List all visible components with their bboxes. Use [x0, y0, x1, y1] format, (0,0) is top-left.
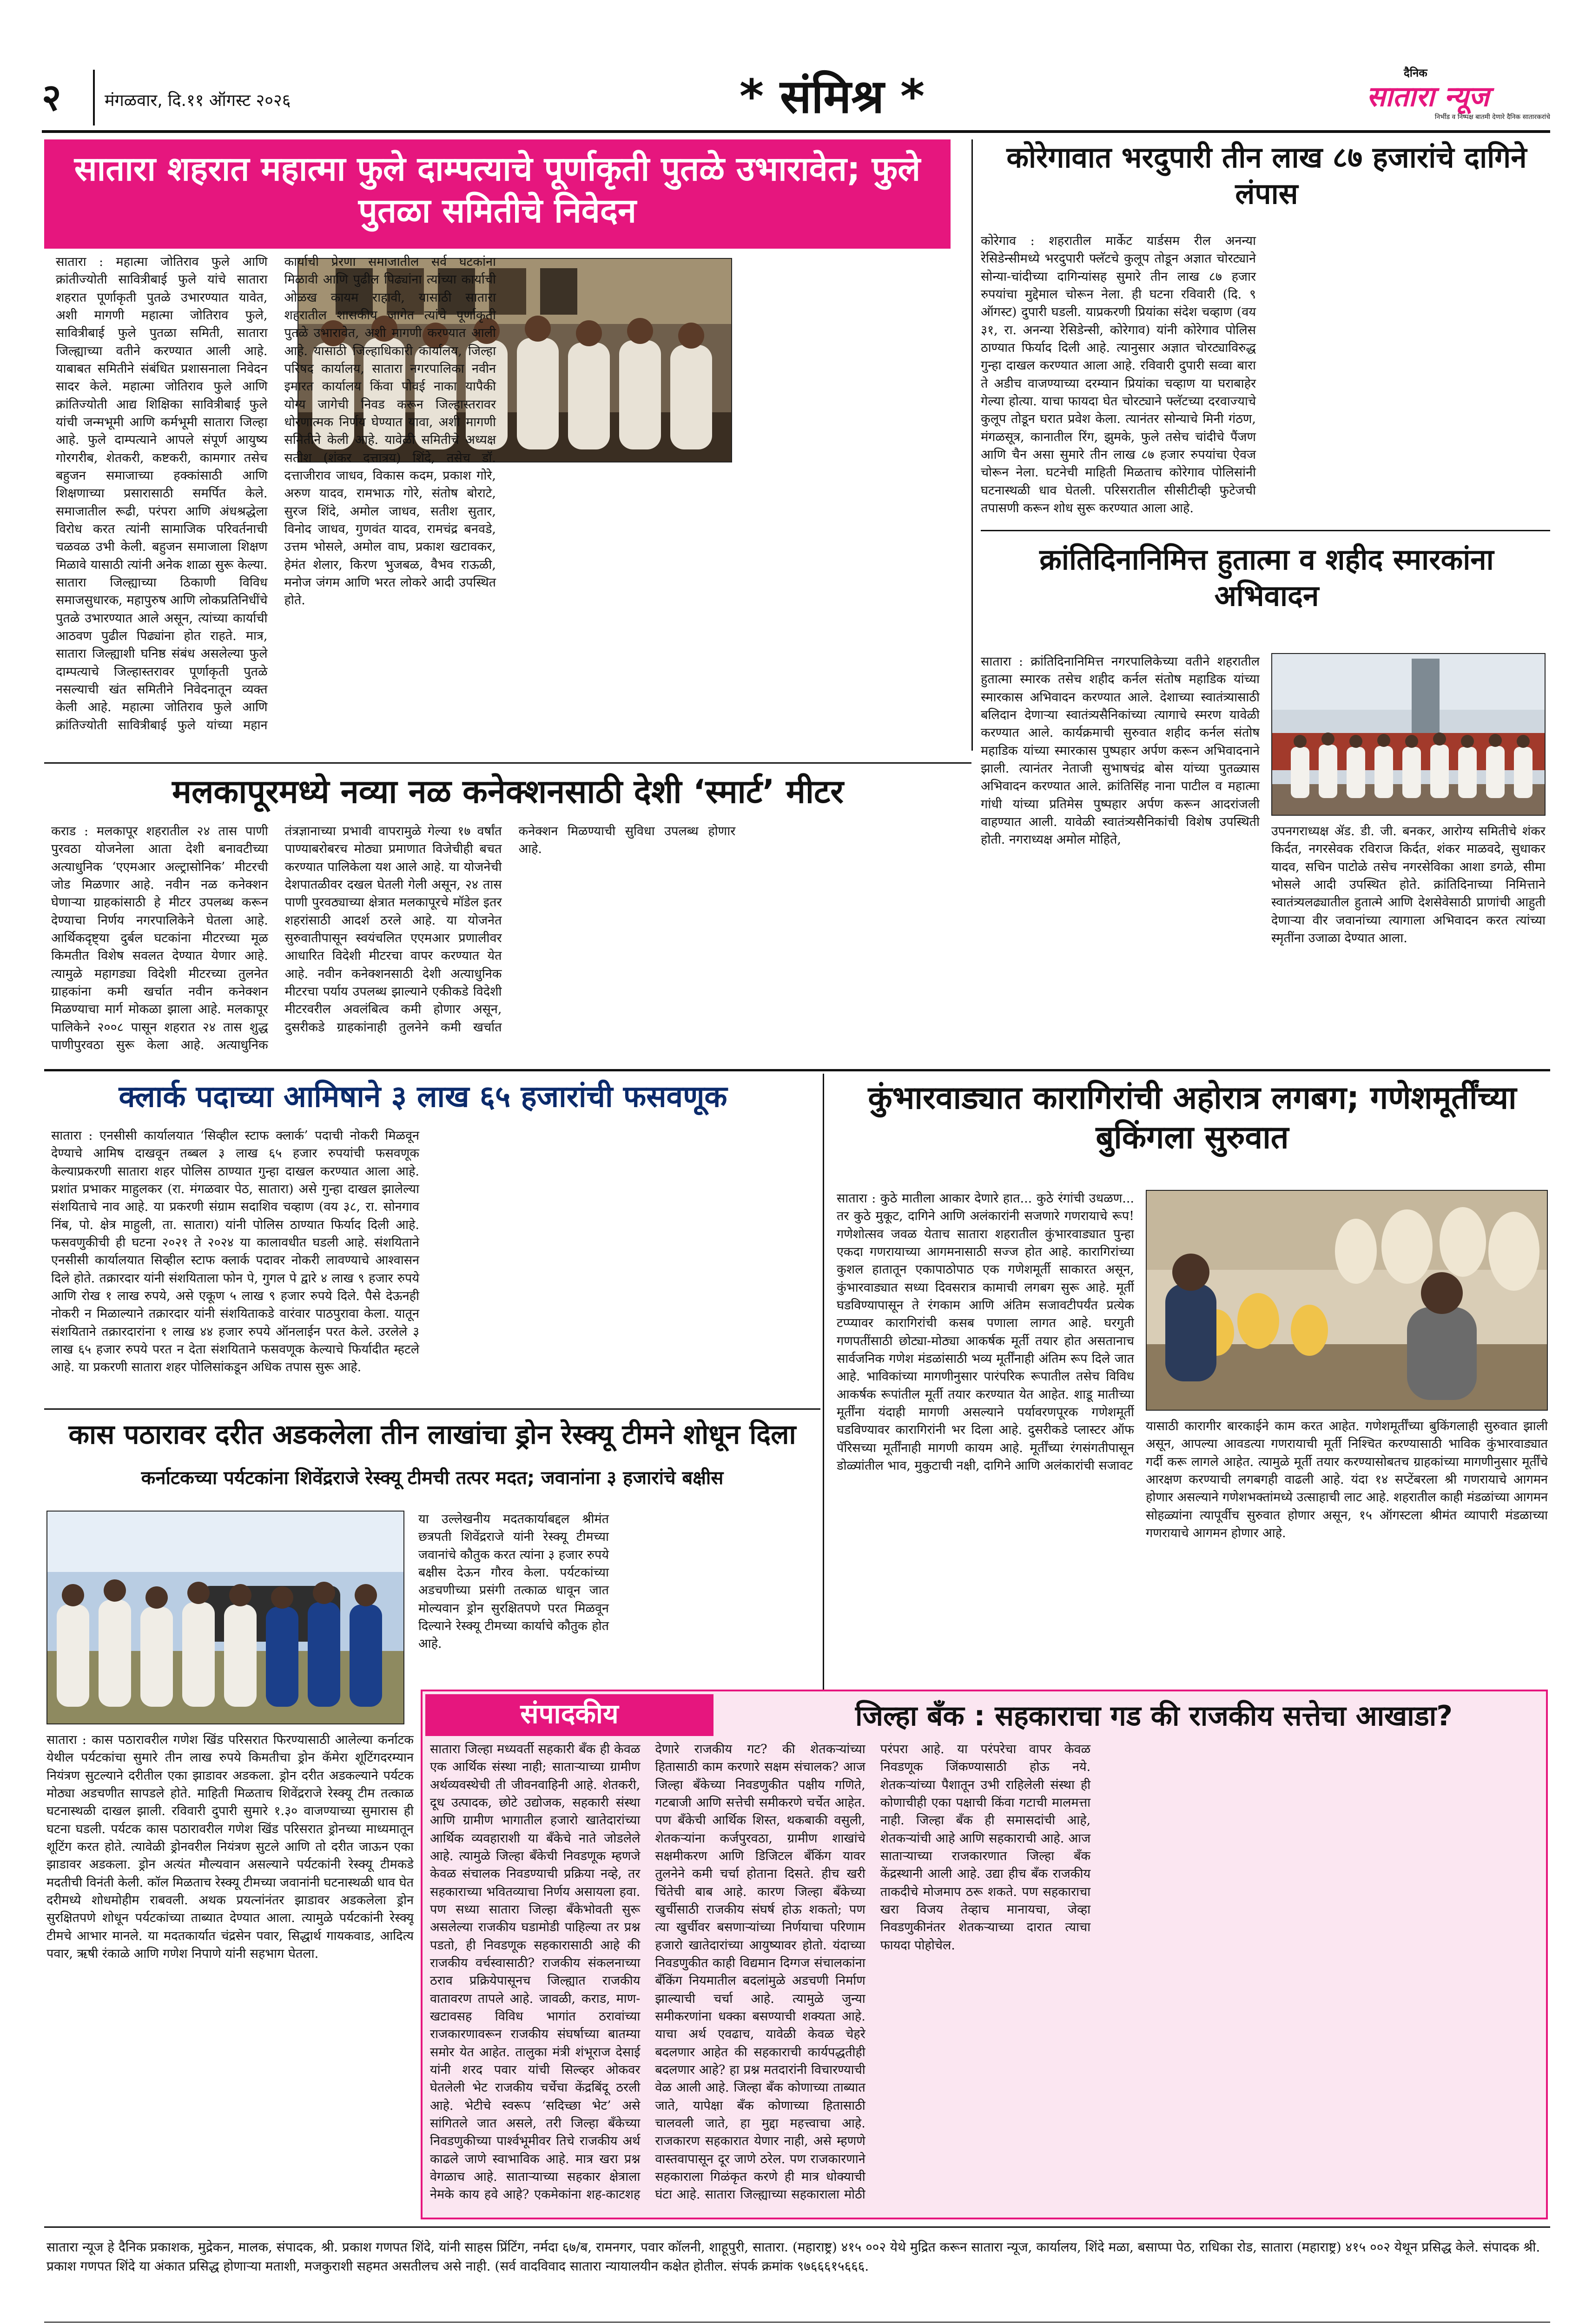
a1-headline [44, 139, 951, 249]
a5-body: सातारा : एनसीसी कार्यालयात ‘सिव्हील स्टाफ क्लार्क’ पदाची नोकरी मिळवून देण्याचे आमिष दाखवून तब्बल ३ लाख ६५ हजार रुपयांची फसवणूक केल्याप्रकरणी सातारा शहर पोलिस ठाण्यात गुन्हा दाखल करण्यात आला आहे. प्रशांत प्रभाकर माहुलकर (रा. मंगळवार पेठ, सातारा) असे गुन्हा दाखल झालेल्या संशयिताचे नाव आहे. या प्रकरणी संग्राम सदाशिव चव्हाण (वय ३८, रा. सोनगाव निंब, पो. क्षेत्र माहुली, ता. सातारा) यांनी पोलिस ठाण्यात फिर्याद दिली आहे. फसवणुकीची ही घटना २०२१ ते २०२४ या कालावधीत घडली आहे. संशयिताने एनसीसी कार्यालयात सिव्हील स्टाफ क्लार्क पदावर नोकरी लावण्याचे आश्वासन दिले होते. तक्रारदार यांनी संशयिताला फोन पे, गुगल पे द्वारे ४ लाख ९ हजार रुपये आणि रोख १ लाख रुपये, असे एकूण ५ लाख ९ हजार रुपये दिले. पैसे देऊनही नोकरी न मिळाल्याने तक्रारदार यांनी संशयिताकडे वारंवार पाठपुरावा केला. यातून संशयिताने तक्रारदारांना १ लाख ४४ हजार रुपये ऑनलाईन परत केले. उरलेले ३ लाख ६५ हजार रुपये परत न देता संशयिताने फसवणूक केल्याचे फिर्यादीत म्हटले आहे. या प्रकरणी सातारा शहर पोलिसांकडून अधिक तपास सुरू आहे. [51, 1129, 419, 1375]
a7-photo [46, 1511, 404, 1724]
logo-main-text: सातारा न्यूज [1367, 80, 1489, 113]
a2-headline: कोरेगावात भरदुपारी तीन लाख ८७ हजारांचे दागिने लंपास [1006, 140, 1527, 211]
a5-headline: क्लार्क पदाच्या आमिषाने ३ लाख ६५ हजारांची फसवणूक [119, 1080, 727, 1114]
masthead [42, 66, 1550, 130]
top-column-divider [971, 139, 973, 751]
imprint-top-rule [44, 2226, 1550, 2228]
a6-headline: कुंभारवाड्यात कारागिरांची अहोरात्र लगबग; गणेशमूर्तींच्या बुकिंगला सुरुवात [868, 1080, 1517, 1156]
a3-headline: क्रांतिदिनानिमित्त हुतात्मा व शहीद स्मारकांना अभिवादन [1039, 542, 1494, 613]
logo-tagline: निर्भीड व निष्पक्ष बातमी देणारे दैनिक सातारकरांचे [1434, 113, 1550, 121]
section-title: * संमिश्र * [739, 69, 925, 124]
a2-body: कोरेगाव : शहरातील मार्केट यार्डसम रील अनन्या रेसिडेन्सीमध्ये भरदुपारी फ्लॅटचे कुलूप तोडून अज्ञात चोरट्याने सोन्या-चांदीच्या दागिन्यांसह सुमारे तीन लाख ८७ हजार रुपयांचा मुद्देमाल चोरून नेला. ही घटना रविवारी (दि. ९ ऑगस्ट) दुपारी घडली. याप्रकरणी प्रियांका संदेश चव्हाण (वय ३१, रा. अनन्या रेसिडेन्सी, कोरेगाव) यांनी कोरेगाव पोलिस ठाण्यात फिर्याद दिली आहे. त्यानुसार अज्ञात चोरट्याविरुद्ध गुन्हा दाखल करण्यात आला आहे. रविवारी दुपारी सव्वा बारा ते अडीच वाजण्याच्या दरम्यान प्रियांका चव्हाण या घराबाहेर गेल्या होत्या. याचा फायदा घेत चोरट्याने फ्लॅटच्या दरवाज्याचे कुलूप तोडून घरात प्रवेश केला. त्यानंतर सोन्याचे मिनी गंठण, मंगळसूत्र, कानातील रिंग, झुमके, फुले तसेच चांदीचे पैंजण आणि चैन असा सुमारे तीन लाख ८७ हजार रुपयांचा ऐवज चोरून नेला. घटनेची माहिती मिळताच कोरेगाव पोलिसांनी घटनास्थळी धाव घेतली. परिसरातील सीसीटीव्ही फुटेजची तपासणी करून शोध सुरू करण्यात आला आहे. [981, 234, 1256, 515]
mid-rule [44, 1069, 1550, 1071]
a7-top-right: या उल्लेखनीय मदतकार्याबद्दल श्रीमंत छत्रपती शिवेंद्रराजे यांनी रेस्क्यू टीमच्या जवानांचे कौतुक करत त्यांना ३ हजार रुपये बक्षीस देऊन गौरव केला. पर्यटकांच्या अडचणीच्या प्रसंगी तत्काळ धावून जात मोल्यवान ड्रोन सुरक्षितपणे परत मिळवून दिल्याने रेस्क्यू टीमच्या कार्याचे कौतुक होत आहे. [418, 1512, 609, 1651]
editorial-body: सातारा जिल्हा मध्यवर्ती सहकारी बँक ही केवळ एक आर्थिक संस्था नाही; साताऱ्याच्या ग्रामीण अर्थव्यवस्थेची ती जीवनवाहिनी आहे. शेतकरी, दूध उत्पादक, छोटे उद्योजक, सहकारी संस्था आणि ग्रामीण भागातील हजारो खातेदारांच्या आर्थिक व्यवहाराशी या बँकेचे नाते जोडलेले आहे. त्यामुळे जिल्हा बँकेची निवडणूक म्हणजे केवळ संचालक निवडण्याची प्रक्रिया नव्हे, तर सहकाराच्या भवितव्याचा निर्णय असायला हवा. पण सध्या सातारा जिल्हा बँकेभोवती सुरू असलेल्या राजकीय घडामोडी पाहिल्या तर प्रश्न पडतो, ही निवडणूक सहकारासाठी आहे की राजकीय वर्चस्वासाठी? राजकीय संकलनाच्या ठराव प्रक्रियेपासूनच जिल्ह्यात राजकीय वातावरण तापले आहे. जावळी, कराड, माण-खटावसह विविध भागांत ठरावांच्या राजकारणावरून राजकीय संघर्षाच्या बातम्या समोर येत आहेत. तालुका मंत्री शंभूराज देसाई यांनी शरद पवार यांची सिल्व्हर ओकवर घेतलेली भेट राजकीय चर्चेचा केंद्रबिंदू ठरली आहे. भेटीचे स्वरूप ‘सदिच्छा भेट’ असे सांगितले जात असले, तरी जिल्हा बँकेच्या निवडणुकीच्या पार्श्वभूमीवर तिचे राजकीय अर्थ काढले जाणे स्वाभाविक आहे. मात्र खरा प्रश्न वेगळाच आहे. साताऱ्याच्या सहकार क्षेत्राला नेमके काय हवे आहे? एकमेकांना शह-काटशह देणारे राजकीय गट? की शेतकऱ्यांच्या हितासाठी काम करणारे सक्षम संचालक? आज जिल्हा बँकेच्या निवडणुकीत पक्षीय गणिते, गटबाजी आणि सत्तेची समीकरणे चर्चेत आहेत. पण बँकेची आर्थिक शिस्त, थकबाकी वसुली, शेतकऱ्यांना कर्जपुरवठा, ग्रामीण शाखांचे सक्षमीकरण आणि डिजिटल बँकिंग यावर तुलनेने कमी चर्चा होताना दिसते. हीच खरी चिंतेची बाब आहे. कारण जिल्हा बँकेच्या खुर्चीसाठी राजकीय संघर्ष होऊ शकतो; पण त्या खुर्चीवर बसणाऱ्यांच्या निर्णयाचा परिणाम हजारो खातेदारांच्या आयुष्यावर होतो. यंदाच्या निवडणुकीत काही विद्यमान दिग्गज संचालकांना बँकिंग नियमातील बदलांमुळे अडचणी निर्माण झाल्याची चर्चा आहे. त्यामुळे जुन्या समीकरणांना धक्का बसण्याची शक्यता आहे. याचा अर्थ एवढाच, यावेळी केवळ चेहरे बदलणार आहेत की सहकाराची कार्यपद्धतीही बदलणार आहे? हा प्रश्न मतदारांनी विचारण्याची वेळ आली आहे. जिल्हा बँक कोणाच्या ताब्यात जाते, यापेक्षा बँक कोणाच्या हितासाठी चालवली जाते, हा मुद्दा महत्त्वाचा आहे. राजकारण सहकारात येणार नाही, असे म्हणणे वास्तवापासून दूर जाणे ठरेल. पण राजकारणाने सहकाराला गिळंकृत करणे ही मात्र धोक्याची घंटा आहे. सातारा जिल्ह्याच्या सहकाराला मोठी परंपरा आहे. या परंपरेचा वापर केवळ निवडणूक जिंकण्यासाठी होऊ नये. शेतकऱ्यांच्या पैशातून उभी राहिलेली संस्था ही कोणाचीही एका पक्षाची किंवा गटाची मालमत्ता नाही. जिल्हा बँक ही समासदांची आहे, शेतकऱ्यांची आहे आणि सहकाराची आहे. आज साताऱ्याच्या राजकारणात जिल्हा बँक केंद्रस्थानी आली आहे. उद्या हीच बँक राजकीय ताकदीचे मोजमाप ठरू शकते. पण सहकाराचा खरा विजय तेव्हाच मानायचा, जेव्हा निवडणुकीनंतर शेतकऱ्याच्या दारात त्याचा फायदा पोहोचेल. [430, 1742, 1091, 2202]
a3-caption: उपनगराध्यक्ष ॲड. डी. जी. बनकर, आरोग्य समितीचे शंकर किर्दत, नगरसेवक रविराज किर्दत, शंकर माळवदे, सुधाकर यादव, सचिन पाटोळे तसेच नगरसेविका आशा डगळे, सीमा भोसले आदी उपस्थित होते. क्रांतिदिनाच्या निमित्ताने स्वातंत्र्यलढ्यातील हुतात्मे आणि देशसेवेसाठी प्राणांची आहुती देणाऱ्या वीर जवानांच्या त्यागाला अभिवादन करत त्यांच्या स्मृतींना उजाळा देण्यात आला. [1271, 824, 1546, 945]
a6-body: सातारा : कुठे मातीला आकार देणारे हात... कुठे रंगांची उधळण... तर कुठे मुकूट, दागिने आणि अलंकारांनी सजणारे गणरायाचे रूप! गणेशोत्सव जवळ येताच सातारा शहरातील कुंभारवाड्यात पुन्हा एकदा गणरायाच्या आगमनासाठी सज्ज होत आहे. कारागिरांच्या कुशल हातातून एकापाठोपाठ एक गणेशमूर्ती साकारत असून, कुंभारवाड्यात सध्या दिवसरात्र कामाची लगबग सुरू आहे. मूर्ती घडविण्यापासून ते रंगकाम आणि अंतिम सजावटीपर्यंत प्रत्येक टप्प्यावर कारागिरांची कसब पणाला लागत आहे. घरगुती गणपतींसाठी छोट्या-मोठ्या आकर्षक मूर्ती तयार होत असतानाच सार्वजनिक गणेश मंडळांसाठी भव्य मूर्तींनाही अंतिम रूप दिले जात आहे. भाविकांच्या मागणीनुसार पारंपरिक रूपातील तसेच विविध आकर्षक रूपांतील मूर्ती तयार करण्यात येत आहेत. शाडू मातीच्या मूर्तींना यंदाही मागणी असल्याने पर्यावरणपूरक गणेशमूर्ती घडविण्यावर कारागिरांनी भर दिला आहे. दुसरीकडे प्लास्टर ऑफ पॅरिसच्या मूर्तींनाही मागणी कायम आहे. मूर्तींच्या रंगसंगतीपासून डोळ्यांतील भाव, मुकुटाची नक्षी, दागिने आणि अलंकारांची सजावट [837, 1191, 1134, 1473]
masthead-divider [93, 70, 95, 125]
a7-body: सातारा : कास पठारावरील गणेश खिंड परिसरात फिरण्यासाठी आलेल्या कर्नाटक येथील पर्यटकांचा सुमारे तीन लाख रुपये किमतीचा ड्रोन कॅमेरा शूटिंगदरम्यान नियंत्रण सुटल्याने दरीतील एका झाडावर अडकला. ड्रोन दरीत अडकल्याने पर्यटक मोठ्या अडचणीत सापडले होते. माहिती मिळताच शिवेंद्रराजे रेस्क्यू टीम तत्काळ घटनास्थळी दाखल झाली. रविवारी दुपारी सुमारे १.३० वाजण्याच्या सुमारास ही घटना घडली. पर्यटक कास पठारावरील गणेश खिंड परिसरात ड्रोनच्या माध्यमातून शूटिंग करत होते. त्यावेळी ड्रोनवरील नियंत्रण सुटले आणि तो दरीत जाऊन एका झाडावर अडकला. ड्रोन अत्यंत मौल्यवान असल्याने पर्यटकांनी रेस्क्यू टीमकडे मदतीची विनंती केली. कॉल मिळताच रेस्क्यू टीमच्या जवानांनी घटनास्थळी धाव घेत दरीमध्ये शोधमोहीम राबवली. अथक प्रयत्नांनंतर झाडावर अडकलेला ड्रोन सुरक्षितपणे शोधून पर्यटकांच्या ताब्यात देण्यात आला. त्यामुळे पर्यटकांनी रेस्क्यू टीमचे आभार मानले. या मदतकार्यात चंद्रसेन पवार, सिद्धार्थ गायकवाड, आदित्य पवार, ऋषी रंकाळे आणि गणेश निपाणे यांनी सहभाग घेतला. [46, 1733, 414, 1961]
a7-photo-image [47, 1512, 404, 1724]
a1-body-mask [293, 253, 737, 467]
a1-body: सातारा : महात्मा जोतिराव फुले आणि क्रांतीज्योती सावित्रीबाई फुले यांचे सातारा शहरात पूर्णाकृती पुतळे उभारण्यात यावेत, अशी मागणी महात्मा जोतिराव फुले, सावित्रीबाई फुले पुतळा समिती, सातारा जिल्ह्याच्या वतीने करण्यात आली आहे. याबाबत समितीने संबंधित प्रशासनाला निवेदन सादर केले. महात्मा जोतिराव फुले आणि क्रांतिज्योती आद्य शिक्षिका सावित्रीबाई फुले यांची जन्मभूमी आणि कर्मभूमी सातारा जिल्हा आहे. फुले दाम्पत्याने आपले संपूर्ण आयुष्य गोरगरीब, शेतकरी, कष्टकरी, कामगार तसेच बहुजन समाजाच्या हक्कांसाठी आणि शिक्षणाच्या प्रसारासाठी समर्पित केले. समाजातील रूढी, परंपरा आणि अंधश्रद्धेला विरोध करत त्यांनी सामाजिक परिवर्तनाची चळवळ उभी केली. बहुजन समाजाला शिक्षण मिळावे यासाठी त्यांनी अनेक शाळा सुरू केल्या. सातारा जिल्ह्याच्या ठिकाणी विविध समाजसुधारक, महापुरुष आणि लोकप्रतिनिधींचे पुतळे उभारण्यात आले असून, त्यांच्या कार्याची आठवण पुढील पिढ्यांना होत राहते. मात्र, सातारा जिल्ह्याशी घनिष्ठ संबंध असलेल्या फुले दाम्पत्याचे जिल्हास्तरावर पूर्णाकृती पुतळे नसल्याची खंत समितीने निवेदनातून व्यक्त केली आहे. महात्मा जोतिराव फुले आणि क्रांतिज्योती सावित्रीबाई फुले यांच्या महान कार्याची प्रेरणा समाजातील सर्व घटकांना मिळावी आणि पुढील पिढ्यांना त्यांच्या कार्याची ओळख कायम राहावी, यासाठी सातारा शहरातील शासकीय जागेत त्यांचे पूर्णाकृती पुतळे उभारावेत, अशी मागणी करण्यात आली आहे. यासाठी जिल्हाधिकारी कार्यालय, जिल्हा परिषद कार्यालय, सातारा नगरपालिका नवीन इमारत कार्यालय किंवा पोवई नाका यापैकी योग्य जागेची निवड करून जिल्हास्तरावर धोरणात्मक निर्णय घेण्यात यावा, अशी मागणी समितीने केली आहे. यावेळी समितीचे अध्यक्ष सतीश (शंकर दत्तात्रय) शिंदे, तसेच डॉ. दत्ताजीराव जाधव, विकास कदम, प्रकाश गोरे, अरुण यादव, रामभाऊ गोरे, संतोष बोराटे, सुरज शिंदे, अमोल जाधव, सतीश सुतार, विनोद जाधव, गुणवंत यादव, रामचंद्र बनवडे, उत्तम भोसले, अमोल वाघ, प्रकाश खटावकर, हेमंत शेलार, किरण भुजबळ, वैभव राऊळी, मनोज जंगम आणि भरत लोकरे आदी उपस्थित होते. [56, 255, 496, 733]
imprint-marathi: सातारा न्यूज हे दैनिक प्रकाशक, मुद्रेकन, मालक, संपादक, श्री. प्रकाश गणपत शिंदे, यांनी साहस प्रिंटिंग, नर्मदा ६७/ब, रामनगर, पवार कॉलनी, शाहूपुरी, सातारा. (महाराष्ट्र) ४१५ ००२ येथे मुद्रित करून सातारा न्यूज, कार्यालय, शिंदे मळा, बसाप्पा पेठ, राधिका रोड, सातारा (महाराष्ट्र) ४१५ ००२ येथून प्रसिद्ध केले. संपादक श्री. प्रकाश गणपत शिंदे या अंकात प्रसिद्ध होणाऱ्या मताशी, मजकुराशी सहमत असतीलच असे नाही. (सर्व वादविवाद सातारा न्यायालयीन कक्षेत होतील. संपर्क क्रमांक ९७६६६१५६६६. [46, 2239, 1540, 2274]
a1-headline-text: सातारा शहरात महात्मा फुले दाम्पत्याचे पूर्णाकृती पुतळे उभारावेत; फुले पुतळा समितीचे निवेदन [74, 149, 921, 230]
a6-photo-image [1147, 1191, 1548, 1411]
masthead-rule [42, 130, 1550, 133]
a6-photo [1146, 1190, 1548, 1411]
masthead-logo [1278, 65, 1550, 125]
a5-bottom-rule [44, 1408, 820, 1410]
a6-caption: यासाठी कारागीर बारकाईने काम करत आहेत. गणेशमूर्तींच्या बुकिंगलाही सुरुवात झाली असून, आपल्या आवडत्या गणरायाची मूर्ती निश्चित करण्यासाठी भाविक कुंभारवाड्यात गर्दी करू लागले आहेत. त्यामुळे मूर्ती तयार करण्यासोबतच ग्राहकांच्या मागणीनुसार मूर्तींचे आरक्षण करण्याची लगबगही वाढली आहे. यंदा १४ सप्टेंबरला श्री गणरायाचे आगमन होणार असल्याने गणेशभक्तांमध्ये उत्साहाची लाट आहे. शहरातील काही मंडळांच्या आगमन सोहळ्यांना त्यापूर्वीच सुरुवात होणार असून, १५ ऑगस्टला श्रीमंत व्यापारी मंडळाच्या गणरायाचे आगमन होणार आहे. [1146, 1419, 1548, 1540]
page-number: २ [42, 76, 61, 119]
a5-a6-divider [823, 1074, 824, 1692]
a7-subheadline: कर्नाटकच्या पर्यटकांना शिवेंद्रराजे रेस्क्यू टीमची तत्पर मदत; जवानांना ३ हजारांचे बक्षीस [141, 1467, 724, 1489]
a3-body: सातारा : क्रांतिदिनानिमित्त नगरपालिकेच्या वतीने शहरातील हुतात्मा स्मारक तसेच शहीद कर्नल संतोष महाडिक यांच्या स्मारकास अभिवादन करण्यात आले. देशाच्या स्वातंत्र्यासाठी बलिदान देणाऱ्या स्वातंत्र्यसैनिकांच्या त्यागाचे स्मरण यावेळी करण्यात आले. कार्यक्रमाची सुरुवात शहीद कर्नल संतोष महाडिक यांच्या स्मारकास पुष्पहार अर्पण करून अभिवादनाने झाली. त्यानंतर नेताजी सुभाषचंद्र बोस यांच्या पुतळ्यास अभिवादन करण्यात आले. क्रांतिसिंह नाना पाटील व महात्मा गांधी यांच्या प्रतिमेस पुष्पहार अर्पण करून आदरांजली वाहण्यात आली. यावेळी स्वातंत्र्यसैनिकांची विशेष उपस्थिती होती. नगराध्यक्ष अमोल मोहिते, [981, 654, 1260, 847]
a4-body: कराड : मलकापूर शहरातील २४ तास पाणी पुरवठा योजनेला आता देशी बनावटीच्या अत्याधुनिक ‘एएमआर अल्ट्रासोनिक’ मीटरची जोड मिळणार आहे. नवीन नळ कनेक्शन घेणाऱ्या ग्राहकांसाठी हे मीटर उपलब्ध करून देण्याचा निर्णय नगरपालिकेने घेतला आहे. आर्थिकदृष्ट्या दुर्बल घटकांना मीटरच्या मूळ किमतीत विशेष सवलत देण्यात येणार आहे. त्यामुळे महागड्या विदेशी मीटरच्या तुलनेत ग्राहकांना कमी खर्चात नवीन कनेक्शन मिळण्याचा मार्ग मोकळा झाला आहे. मलकापूर पालिकेने २००८ पासून शहरात २४ तास शुद्ध पाणीपुरवठा सुरू केला आहे. अत्याधुनिक तंत्रज्ञानाच्या प्रभावी वापरामुळे गेल्या १७ वर्षांत पाण्याबरोबरच मोठ्या प्रमाणात विजेचीही बचत करण्यात पालिकेला यश आले आहे. या योजनेची देशपातळीवर दखल घेतली गेली असून, २४ तास पाणी पुरवठ्याच्या क्षेत्रात मलकापूरचे मॉडेल इतर शहरांसाठी आदर्श ठरले आहे. या योजनेत सुरुवातीपासून स्वयंचलित एएमआर प्रणालीवर आधारित विदेशी मीटरचा वापर करण्यात येत आहे. नवीन कनेक्शनसाठी देशी अत्याधुनिक मीटरचा पर्याय उपलब्ध झाल्याने एकीकडे विदेशी मीटरवरील अवलंबित्व कमी होणार असून, दुसरीकडे ग्राहकांनाही तुलनेने कमी खर्चात कनेक्शन मिळण्याची सुविधा उपलब्ध होणार आहे. [51, 824, 736, 1052]
logo-small-text: दैनिक [1404, 66, 1427, 79]
a7-headline: कास पठारावर दरीत अडकलेला तीन लाखांचा ड्रोन रेस्क्यू टीमने शोधून दिला [68, 1419, 796, 1450]
a4-headline: मलकापूरमध्ये नव्या नळ कनेक्शनसाठी देशी ‘स्मार्ट’ मीटर [172, 772, 844, 811]
imprint-mid-rule [44, 2322, 1550, 2323]
editorial-label-text: संपादकीय [520, 1698, 619, 1730]
editorial-headline: जिल्हा बँक : सहकाराचा गड की राजकीय सत्तेचा आखाडा? [855, 1700, 1453, 1732]
editorial-label [425, 1694, 713, 1736]
a3-photo-image [1272, 654, 1546, 816]
a2-bottom-rule [981, 530, 1550, 531]
a3-photo [1271, 653, 1546, 816]
issue-date: मंगळवार, दि.११ ऑगस्ट २०२६ [105, 91, 291, 110]
a4-top-rule [44, 762, 971, 764]
